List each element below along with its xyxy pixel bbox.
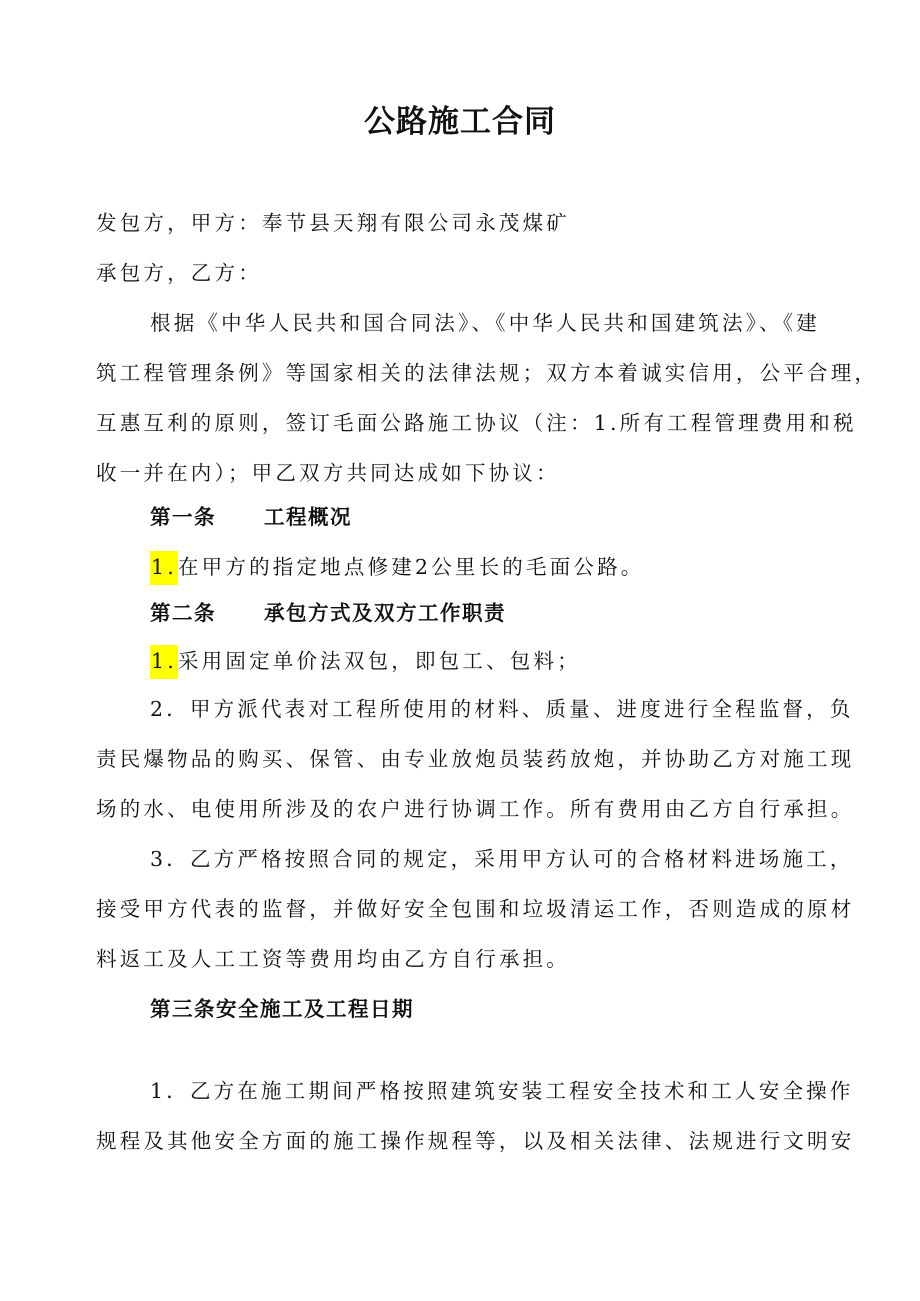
article-1-heading (150, 502, 860, 532)
article-1-item-1 (150, 552, 860, 582)
article-2-item-3-line-2: 接受甲方代表的监督，并做好安全包围和垃圾清运工作，否则造成的原材 (96, 897, 855, 921)
article-1-title: 工程概况 (264, 505, 352, 529)
article-2-item-2-line-2: 责民爆物品的购买、保管、由专业放炮员装药放炮，并协助乙方对施工现 (96, 747, 855, 771)
highlighted-number: 1. (150, 551, 178, 585)
preamble-line-4: 收一并在内）；甲乙双方共同达成如下协议： (96, 461, 560, 485)
preamble-line-2: 筑工程管理条例》等国家相关的法律法规；双方本着诚实信用，公平合理， (96, 361, 879, 385)
article-2-title: 承包方式及双方工作职责 (264, 601, 506, 625)
party-a-line: 发包方，甲方：奉节县天翔有限公司永茂煤矿 (96, 211, 570, 235)
article-2-item-3-line-1: 3．乙方严格按照合同的规定，采用甲方认可的合格材料进场施工， (150, 847, 854, 871)
article-1-number: 第一条 (150, 505, 216, 529)
article-2-number: 第二条 (150, 601, 216, 625)
article-2-item-3-line-3: 料返工及人工工资等费用均由乙方自行承担。 (96, 947, 570, 971)
article-3-item-1-line-1: 1．乙方在施工期间严格按照建筑安装工程安全技术和工人安全操作 (150, 1079, 854, 1103)
article-3-heading: 第三条安全施工及工程日期 (150, 997, 414, 1021)
preamble-line-3: 互惠互利的原则，签订毛面公路施工协议（注：1.所有工程管理费用和税 (96, 411, 857, 435)
article-2-item-1 (150, 646, 860, 676)
article-2-item-1-text: 采用固定单价法双包，即包工、包料； (177, 649, 581, 673)
preamble-line-1: 根据《中华人民共和国合同法》、《中华人民共和国建筑法》、《建 (150, 311, 820, 335)
article-1-item-1-text: 在甲方的指定地点修建2公里长的毛面公路。 (177, 555, 645, 579)
party-b-line: 承包方，乙方： (96, 261, 262, 285)
article-2-heading (150, 598, 860, 628)
article-2-item-2-line-1: 2．甲方派代表对工程所使用的材料、质量、进度进行全程监督，负 (150, 697, 854, 721)
article-3-item-1-line-2: 规程及其他安全方面的施工操作规程等，以及相关法律、法规进行文明安 (96, 1129, 855, 1153)
highlighted-number: 1. (150, 645, 178, 679)
article-2-item-2-line-3: 场的水、电使用所涉及的农户进行协调工作。所有费用由乙方自行承担。 (96, 797, 855, 821)
document-title: 公路施工合同 (364, 104, 556, 140)
